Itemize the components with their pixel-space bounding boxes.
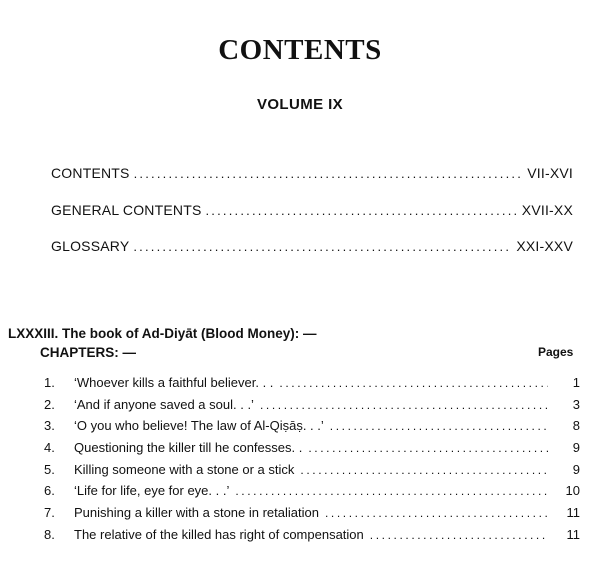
chapter-number: 4. (44, 440, 55, 456)
chapter-row (44, 462, 580, 478)
chapter-page: 8 (572, 418, 580, 434)
chapter-row (44, 418, 580, 434)
dot-leader (205, 203, 517, 218)
chapter-title: ‘O you who believe! The law of Al-Qiṣāṣ. . .’ (74, 418, 324, 434)
front-matter-label: GENERAL CONTENTS (51, 201, 202, 218)
front-matter-pages: VII-XVI (527, 165, 573, 181)
dot-leader (134, 166, 524, 181)
dot-leader (300, 463, 548, 477)
chapter-list (44, 375, 580, 549)
front-matter-label: GLOSSARY (51, 238, 130, 254)
chapter-title: ‘And if anyone saved a soul. . .’ (74, 396, 254, 412)
chapter-row (44, 375, 580, 391)
page-title: CONTENTS (218, 34, 382, 66)
chapter-title: Killing someone with a stone or a stick (74, 461, 295, 477)
pages-column-header: Pages (538, 345, 574, 359)
chapters-label: CHAPTERS: — (40, 345, 137, 360)
chapter-row (44, 397, 580, 413)
book-heading: LXXXIII. The book of Ad-Diyāt (Blood Money): — (8, 326, 317, 341)
dot-leader (370, 528, 548, 542)
front-matter-list (51, 165, 573, 275)
dot-leader (279, 376, 548, 390)
chapter-row (44, 440, 580, 456)
dot-leader (235, 484, 548, 498)
dot-leader (260, 398, 548, 412)
dot-leader (325, 506, 548, 520)
front-matter-pages: XXI-XXV (516, 238, 573, 254)
front-matter-pages: XVII-XX (521, 201, 573, 218)
front-matter-row (51, 165, 573, 183)
chapter-page: 3 (572, 396, 580, 412)
chapter-title: Questioning the killer till he confesses. . (74, 440, 303, 456)
dot-leader (330, 419, 548, 433)
chapter-page: 9 (572, 461, 580, 477)
chapter-number: 3. (44, 418, 55, 434)
chapter-title: ‘Whoever kills a faithful believer. . . (74, 375, 274, 390)
chapter-number: 6. (44, 483, 55, 499)
chapter-page: 11 (566, 505, 580, 521)
chapter-number: 5. (44, 461, 55, 477)
chapter-page: 10 (565, 483, 580, 499)
front-matter-row (51, 238, 573, 256)
chapter-number: 7. (44, 505, 55, 521)
dot-leader (308, 441, 548, 455)
chapter-row (44, 483, 580, 499)
chapter-row (44, 505, 580, 521)
chapter-number: 8. (44, 526, 55, 542)
chapter-title: Punishing a killer with a stone in retaliation (74, 505, 319, 521)
chapter-title: ‘Life for life, eye for eye. . .’ (74, 483, 230, 499)
chapter-page: 9 (572, 440, 580, 456)
chapter-page: 11 (566, 526, 580, 542)
front-matter-label: CONTENTS (51, 165, 130, 181)
dot-leader (133, 239, 512, 254)
chapter-number: 1. (44, 375, 55, 390)
front-matter-row (51, 202, 573, 220)
chapter-row (44, 527, 580, 543)
volume-heading: VOLUME IX (256, 96, 344, 113)
chapter-number: 2. (44, 396, 55, 412)
chapter-title: The relative of the killed has right of compensation (74, 526, 364, 542)
chapter-page: 1 (572, 375, 580, 390)
